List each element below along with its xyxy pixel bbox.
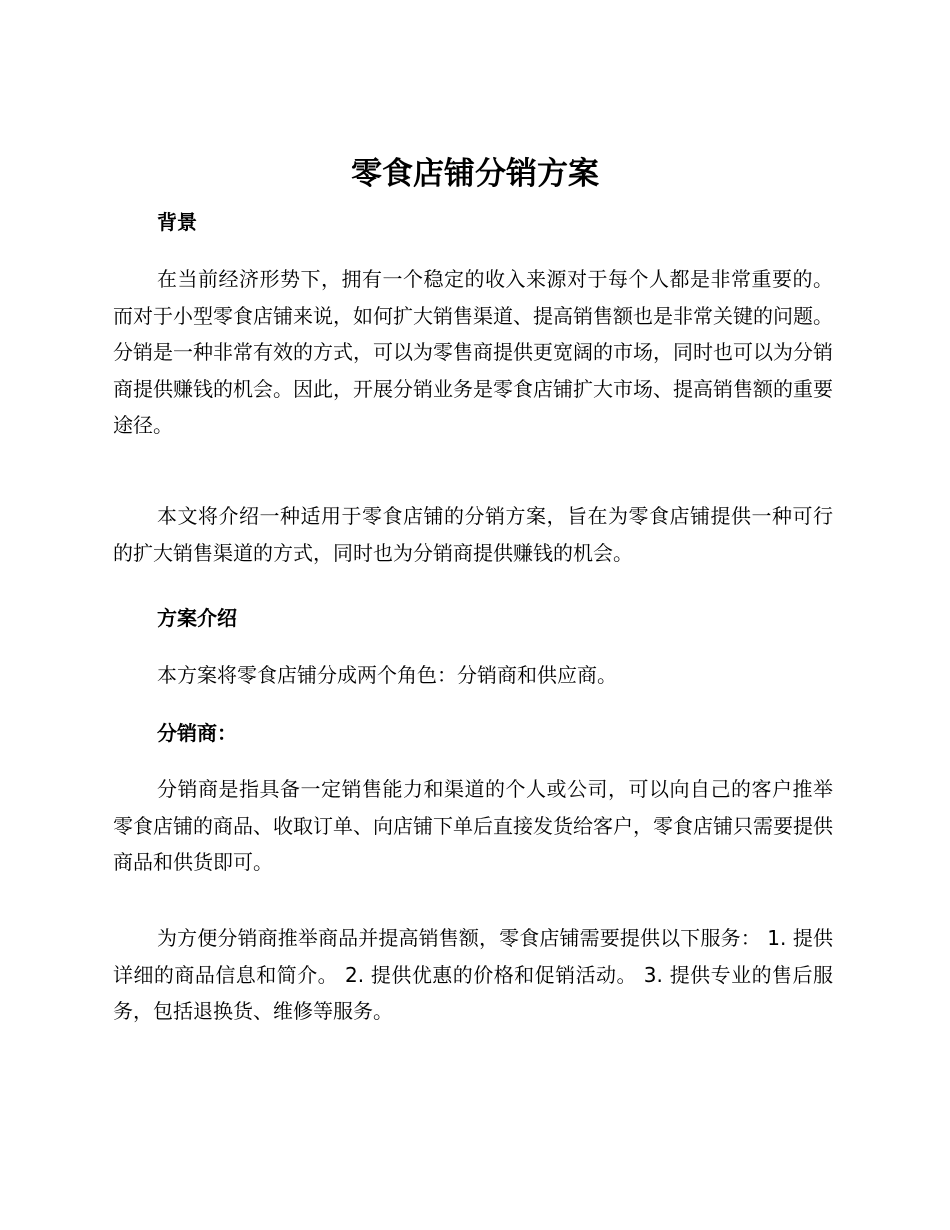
section-heading-background: 背景 [157, 210, 197, 234]
document-title: 零食店铺分销方案 [351, 156, 599, 192]
section-heading-scheme: 方案介绍 [157, 606, 237, 630]
paragraph-distributor-2: 为方便分销商推举商品并提高销售额，零食店铺需要提供以下服务： 1. 提供详细的商品信息和简介。 2. 提供优惠的价格和促销活动。 3. 提供专业的售后服务，包括退换货、维修等服务。 [113, 926, 833, 1023]
paragraph-background-2: 本文将介绍一种适用于零食店铺的分销方案，旨在为零食店铺提供一种可行的扩大销售渠道的方式，同时也为分销商提供赚钱的机会。 [113, 504, 833, 565]
section-heading-distributor: 分销商： [157, 721, 237, 745]
paragraph-scheme-1: 本方案将零食店铺分成两个角色：分销商和供应商。 [157, 663, 617, 687]
paragraph-distributor-1: 分销商是指具备一定销售能力和渠道的个人或公司，可以向自己的客户推举零食店铺的商品、收取订单、向店铺下单后直接发货给客户，零食店铺只需要提供商品和供货即可。 [113, 777, 833, 874]
paragraph-background-1: 在当前经济形势下，拥有一个稳定的收入来源对于每个人都是非常重要的。而对于小型零食店铺来说，如何扩大销售渠道、提高销售额也是非常关键的问题。分销是一种非常有效的方式，可以为零售商提供更宽阔的市场，同时也可以为分销商提供赚钱的机会。因此，开展分销业务是零食店铺扩大市场、提高销售额的重要途径。 [113, 267, 833, 437]
